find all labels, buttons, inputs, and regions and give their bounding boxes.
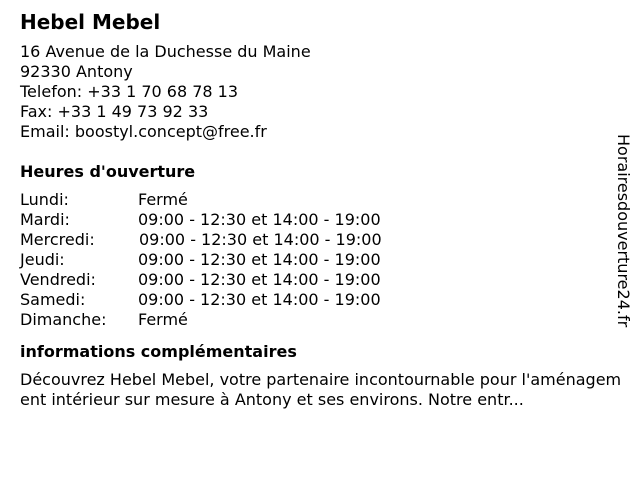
day-label: Mercredi: [20, 230, 95, 249]
fax-number: Fax: +33 1 49 73 92 33 [20, 102, 209, 121]
day-label: Samedi: [20, 290, 86, 309]
hours-value: 09:00 - 12:30 et 14:00 - 19:00 [138, 250, 381, 269]
hours-row-monday [20, 190, 620, 210]
address-line-1: 16 Avenue de la Duchesse du Maine [20, 42, 311, 61]
hours-row-saturday [20, 290, 620, 310]
day-label: Jeudi: [20, 250, 65, 269]
hours-row-friday [20, 270, 620, 290]
hours-value: 09:00 - 12:30 et 14:00 - 19:00 [138, 210, 381, 229]
business-card [20, 8, 620, 410]
day-label: Dimanche: [20, 310, 107, 329]
hours-row-thursday [20, 250, 620, 270]
hours-row-sunday [20, 310, 620, 330]
additional-info-heading: informations complémentaires [20, 342, 297, 361]
business-name: Hebel Mebel [20, 10, 161, 34]
day-label: Vendredi: [20, 270, 96, 289]
address-line-2: 92330 Antony [20, 62, 133, 81]
day-label: Mardi: [20, 210, 70, 229]
hours-row-wednesday [20, 230, 620, 250]
hours-value: Fermé [138, 190, 188, 209]
opening-hours-heading: Heures d'ouverture [20, 162, 196, 181]
hours-value: 09:00 - 12:30 et 14:00 - 19:00 [138, 290, 381, 309]
additional-info-text: Découvrez Hebel Mebel, votre partenaire incontournable pour l'aménagement intérieur sur mesure à Antony et ses environs. Notre entr... [20, 370, 622, 409]
hours-value: 09:00 - 12:30 et 14:00 - 19:00 [139, 230, 382, 249]
hours-value: 09:00 - 12:30 et 14:00 - 19:00 [138, 270, 381, 289]
day-label: Lundi: [20, 190, 69, 209]
phone-number: Telefon: +33 1 70 68 78 13 [20, 82, 239, 101]
hours-row-tuesday [20, 210, 620, 230]
contact-block [20, 42, 620, 142]
site-watermark: Horairesdouverture24.fr [614, 134, 633, 328]
hours-value: Fermé [138, 310, 188, 329]
opening-hours-table [20, 190, 620, 330]
email-address: Email: boostyl.concept@free.fr [20, 122, 267, 141]
